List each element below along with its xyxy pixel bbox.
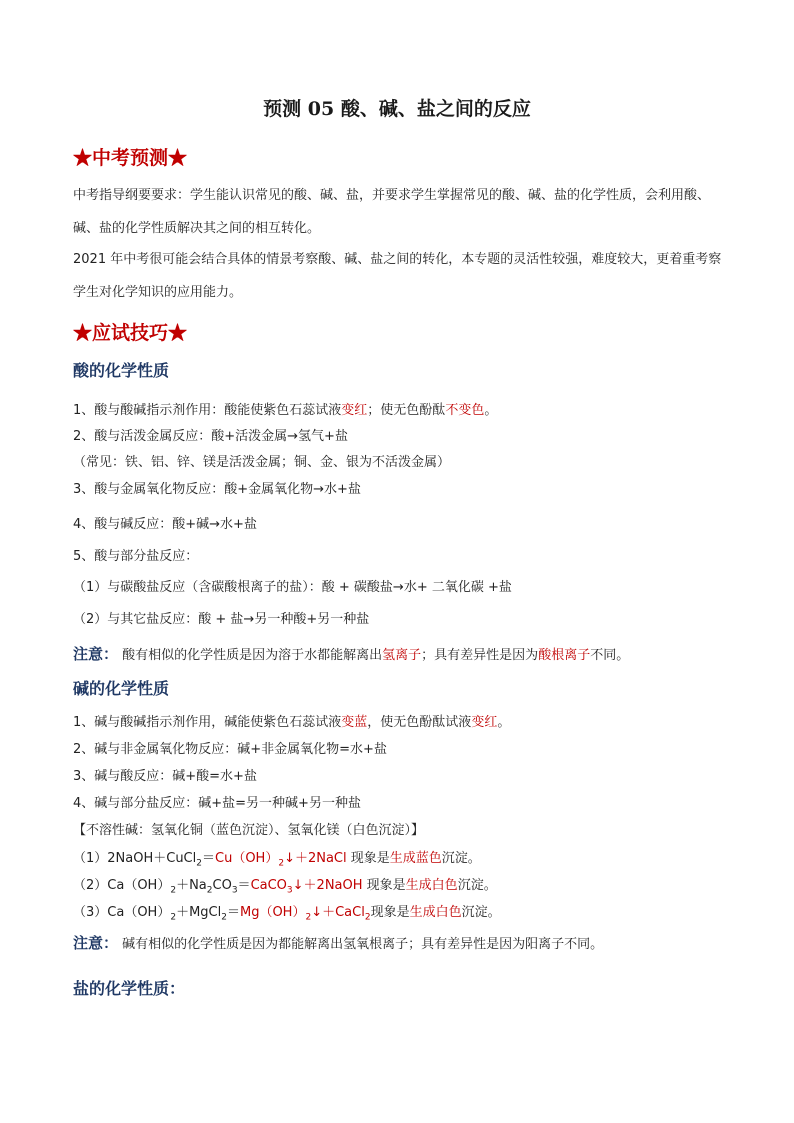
acid-line-3: 3、酸与金属氧化物反应：酸+金属氧化物→水+盐	[73, 482, 361, 497]
reaction-2: $(2)Ca(OH)_2+Na_2CO_3=CaCO_3↓+2NaOH$ 现象是生成白色沉淀。	[73, 878, 497, 896]
acid-properties-heading: 酸的化学性质	[73, 361, 170, 380]
base-line-2: 2、碱与非金属氧化物反应：碱+非金属氧化物=水+盐	[73, 742, 387, 757]
base-line-3: 3、碱与酸反应：碱+酸=水+盐	[73, 769, 257, 784]
base-properties-heading: 碱的化学性质	[73, 679, 170, 698]
acid-line-5: 5、酸与部分盐反应：	[73, 549, 199, 564]
section-tips-heading: ★应试技巧★	[73, 322, 188, 344]
acid-line-2: 2、酸与活泼金属反应：酸+活泼金属→氢气+盐	[73, 429, 348, 444]
acid-line-7: （2）与其它盐反应：酸 + 盐→另一种酸+另一种盐	[73, 612, 370, 627]
acid-line-4: 4、酸与碱反应：酸+碱→水+盐	[73, 517, 257, 532]
forecast-paragraph-2: 2021 年中考很可能会结合具体的情景考察酸、碱、盐之间的转化，本专题的灵活性较强，难度较大，更着重考察学生对化学知识的应用能力。	[73, 252, 722, 300]
base-note: 注意： 碱有相似的化学性质是因为都能解离出氢氧根离子；具有差异性是因为阳离子不同。	[73, 934, 604, 952]
reaction-1: $(1)2NaOH+CuCl_2=Cu(OH)_2↓+2NaCl$ 现象是生成蓝色沉淀。	[73, 851, 481, 869]
acid-line-2-note: （常见：铁、铝、锌、镁是活泼金属；铜、金、银为不活泼金属）	[73, 455, 451, 470]
reaction-3: $(3)Ca(OH)_2+MgCl_2=Mg(OH)_2↓+CaCl_2$现象是生成白色沉淀。	[73, 905, 501, 923]
section-forecast-heading: ★中考预测★	[73, 147, 188, 169]
base-line-4: 4、碱与部分盐反应：碱+盐=另一种碱+另一种盐	[73, 796, 361, 811]
forecast-paragraph-1: 中考指导纲要要求：学生能认识常见的酸、碱、盐，并要求学生掌握常见的酸、碱、盐的化学性质，会利用酸、碱、盐的化学性质解决其之间的相互转化。	[73, 188, 711, 236]
acid-line-1: 1、酸与酸碱指示剂作用：酸能使紫色石蕊试液变红；使无色酚酞不变色。	[73, 403, 498, 418]
insoluble-base-note: 【不溶性碱：氢氧化铜（蓝色沉淀）、氢氧化镁（白色沉淀）】	[73, 823, 425, 838]
acid-note: 注意： 酸有相似的化学性质是因为溶于水都能解离出氢离子；具有差异性是因为酸根离子不同。	[73, 645, 630, 663]
base-line-1: 1、碱与酸碱指示剂作用，碱能使紫色石蕊试液变蓝，使无色酚酞试液变红。	[73, 715, 511, 730]
acid-line-6: （1）与碳酸盐反应（含碳酸根离子的盐）：酸 + 碳酸盐→水+ 二氧化碳 +盐	[73, 580, 512, 595]
document-title: 预测 05 酸、碱、盐之间的反应	[263, 98, 531, 120]
salt-properties-heading: 盐的化学性质：	[73, 979, 186, 998]
